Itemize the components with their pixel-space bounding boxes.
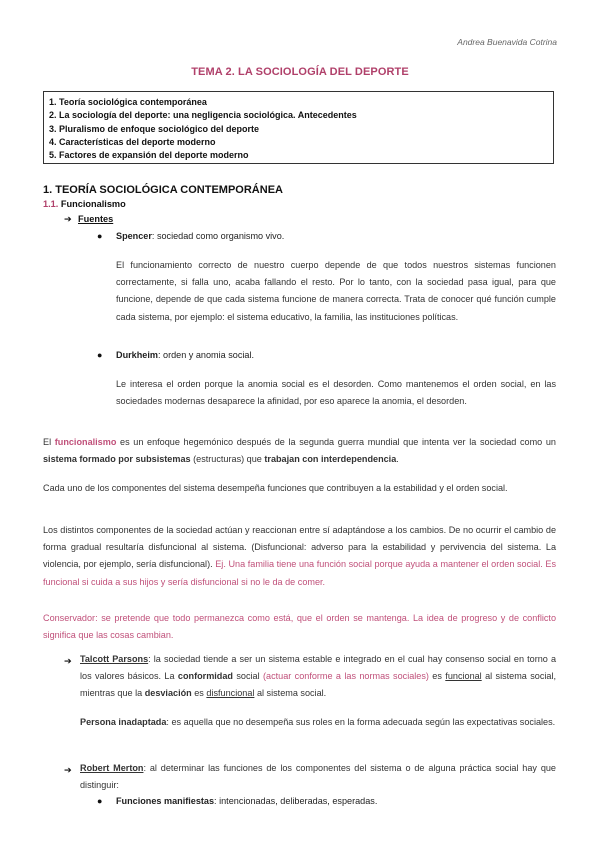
text-run-bold: desviación: [144, 688, 192, 699]
fuentes-row: [64, 214, 113, 225]
manifiestas-text: : intencionadas, deliberadas, esperadas.: [214, 796, 378, 806]
text-run: es un enfoque hegemónico después de la segunda guerra mundial que intenta ver la sociedad como un: [116, 437, 556, 447]
conservador-paragraph: Conservador: se pretende que todo permanezca como está, que el orden se mantenga. La idea de progreso y de conflicto significa que las cosas cambian.: [43, 613, 556, 641]
manifiestas-item: [116, 796, 377, 806]
bullet-icon: ●: [97, 231, 103, 241]
toc-item: 5. Factores de expansión del deporte moderno: [49, 150, 249, 161]
subsection-number: 1.1.: [43, 199, 59, 209]
parsons-paragraph: [80, 651, 556, 703]
text-run: .: [396, 454, 399, 465]
table-of-contents: [43, 91, 554, 164]
example-note: Ej. Una familia tiene una función social porque ayuda a mantener el orden social. Es funcional si cuida a sus hijos y sería disfuncional si no le da de comer.: [43, 559, 556, 587]
text-run-bold: sistema formado por subsistemas: [43, 454, 191, 465]
toc-item: 4. Características del deporte moderno: [49, 136, 216, 147]
durkheim-item: [116, 350, 254, 360]
text-run-bold: trabajan con interdependencia: [264, 454, 397, 465]
page-title: TEMA 2. LA SOCIOLOGÍA DEL DEPORTE: [191, 66, 409, 78]
manifiestas-name: Funciones manifiestas: [116, 796, 215, 806]
toc-item: 1. Teoría sociológica contemporánea: [49, 97, 207, 107]
text-run: es: [428, 671, 446, 682]
durkheim-paragraph: Le interesa el orden porque la anomia social es el desorden. Como mantenemos el orden social, en las sociedades modernas desaparece la afinidad, por eso aparece la anomia, el desorden.: [116, 379, 556, 407]
toc-item: 2. La sociología del deporte: una negligencia sociológica. Antecedentes: [49, 110, 357, 121]
section-heading: 1. TEORÍA SOCIOLÓGICA CONTEMPORÁNEA: [43, 184, 283, 196]
text-run: Los distintos componentes de la sociedad actúan y reaccionan entre sí adaptándose a los cambios. De no ocurrir el cambio de forma gradual resultaría disfuncional al sistema. (Disfuncional: adverso para la estabilidad y pervivencia del sistema. La violencia, por ejemplo, sería disfuncional).: [43, 525, 556, 570]
text-run: : al determinar las funciones de los componentes del sistema o de alguna práctica social hay que distinguir:: [80, 763, 556, 791]
spencer-text: : sociedad como organismo vivo.: [151, 231, 285, 241]
text-run: social: [232, 671, 263, 682]
arrow-icon: ➔: [64, 765, 72, 775]
subsection-title: Funcionalismo: [58, 199, 126, 209]
arrow-icon: ➔: [64, 656, 72, 666]
bullet-icon: ●: [97, 796, 103, 806]
arrow-icon: ➔: [64, 214, 72, 224]
merton-paragraph: [80, 760, 556, 794]
toc-item: 3. Pluralismo de enfoque sociológico del deporte: [49, 123, 260, 134]
text-run: (estructuras) que: [190, 454, 265, 465]
text-run: : la sociedad tiende a ser un sistema estable e integrado en el cual hay consenso social en torno a los valores básicos. La: [80, 654, 557, 682]
merton-name: Robert Merton: [80, 763, 144, 773]
text-run: al sistema social, mientras que la: [80, 671, 556, 699]
durkheim-text: : orden y anomia social.: [157, 350, 254, 360]
author-name: Andrea Buenavida Cotrina: [457, 37, 557, 47]
text-run: al sistema social.: [254, 688, 327, 699]
bullet-icon: ●: [97, 350, 103, 360]
fuentes-label: Fuentes: [78, 214, 114, 224]
spencer-item: [116, 231, 284, 241]
text-run-underline: disfuncional: [206, 688, 255, 699]
parsons-name: Talcott Parsons: [80, 654, 149, 664]
text-run-bold: conformidad: [177, 671, 233, 682]
inadaptada-paragraph: [80, 714, 556, 731]
durkheim-name: Durkheim: [116, 350, 158, 360]
text-run: es: [191, 688, 207, 699]
text-run-pink: (actuar conforme a las normas sociales): [262, 671, 429, 682]
componentes-paragraph: Cada uno de los componentes del sistema desempeña funciones que contribuyen a la estabilidad y el orden social.: [43, 483, 508, 493]
subsection-heading: [43, 199, 126, 209]
inadaptada-term: Persona inadaptada: [80, 717, 167, 727]
text-run: El: [43, 437, 55, 447]
text-run-underline: funcional: [445, 671, 482, 682]
text-run: : es aquella que no desempeña sus roles en la forma adecuada según las expectativas sociales.: [166, 717, 556, 727]
funcionalismo-term: funcionalismo: [54, 437, 117, 447]
cambios-paragraph: [43, 522, 556, 591]
spencer-paragraph: El funcionamiento correcto de nuestro cuerpo depende de que todos nuestros sistemas funcionen correctamente, si falla uno, acaba fallando el resto. Por lo tanto, con la sociedad pasa igual, para que funcione, depende de que cada sistema funcione de manera correcta. Trata de conocer qué función cumple cada sistema, por ejemplo: el sistema educativo, la familia, las instituciones políticas.: [116, 260, 556, 322]
funcionalismo-paragraph: [43, 434, 556, 468]
spencer-name: Spencer: [116, 231, 152, 241]
